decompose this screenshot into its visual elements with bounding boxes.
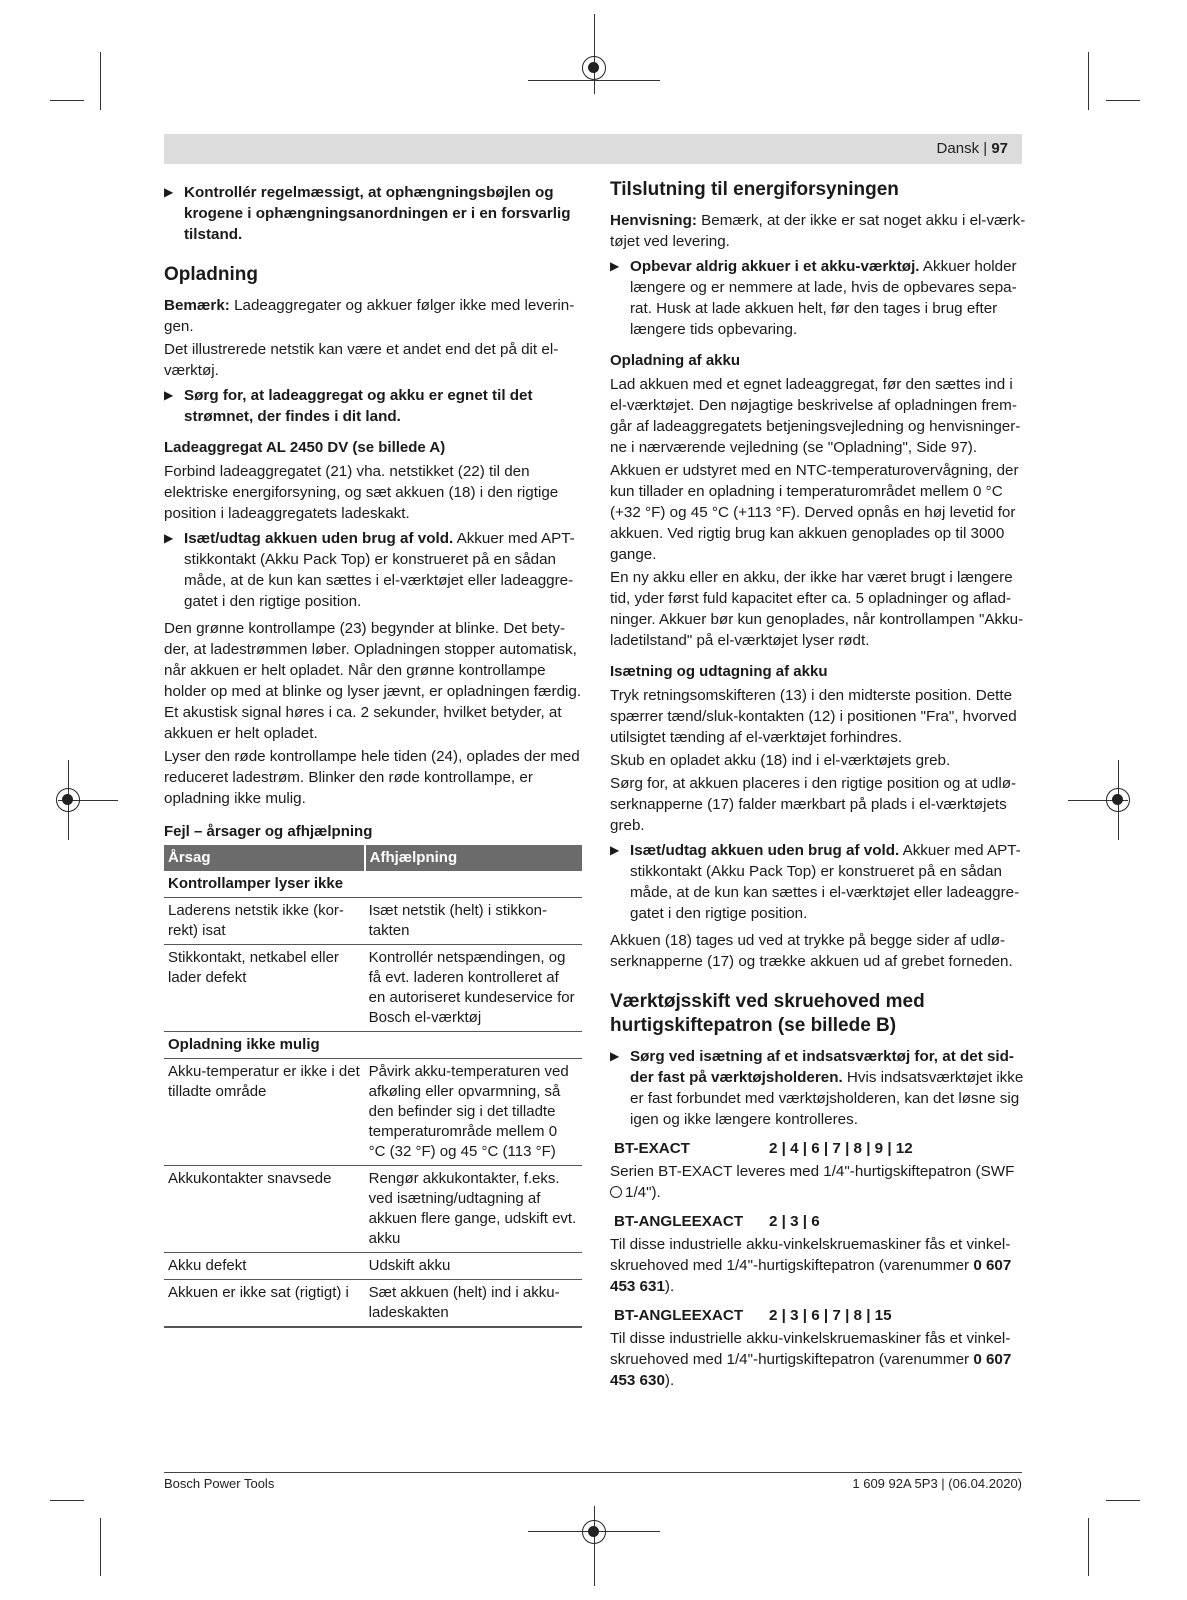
bullet-insert-battery: ▶ Isæt/udtag akkuen uden brug af vold. Akkuer med APT-stikkontakt (Akku Pack Top) er konstrueret på en sådan måde, at de kun kan sættes i el-værktøjet eller ladeaggregatet i den rigtige position.: [164, 528, 582, 612]
charge-paragraph-2: Akkuen er udstyret med en NTC-temperaturovervågning, der kun tillader en opladning i temperaturområdet mellem 0 °C (+32 °F) og 45 °C (+113 °F). Derved opnås en høj levetid for akkuen. Ved rigtig brug kan akkuen genoplades op til 3000 gange.: [610, 462, 1019, 563]
model-row: BT-ANGLEEXACT 2 | 3 | 6: [614, 1213, 820, 1230]
insert-paragraph-2: Skub en opladet akku (18) ind i el-værktøjets greb.: [610, 752, 951, 769]
table-row: Akkuen er ikke sat (rigtigt) i Sæt akkuen (helt) ind i akkuladeskakten: [164, 1280, 582, 1328]
crop-mark: [100, 52, 101, 110]
registration-mark-icon: [582, 56, 606, 80]
swf-ring-icon: [610, 1186, 622, 1198]
model-paragraph: Til disse industrielle akku-vinkelskruemaskiner fås et vinkelskruehoved med 1/4"-hurtigskiftepatron (varenummer 0 607 453 631).: [610, 1236, 1012, 1295]
heading-faults: Fejl – årsager og afhjælpning: [164, 823, 373, 840]
crop-mark: [1088, 52, 1089, 110]
table-row: Akku-temperatur er ikke i det tilladte område Påvirk akku-temperaturen ved afkøling eller opvarmning, så den befinder sig i det tilladte temperaturområde mellem 0 °C (32 °F) og 45 °C (113 °F): [164, 1059, 582, 1166]
registration-mark-icon: [56, 788, 80, 812]
red-lamp-paragraph: Lyser den røde kontrollampe hele tiden (24), oplades der med reduceret ladestrøm. Blinker den røde kontrollampe, er opladning ikke mulig.: [164, 748, 580, 807]
crop-mark: [100, 1518, 101, 1576]
crop-mark: [1106, 1500, 1140, 1501]
bullet-check-hooks: ▶ Kontrollér regelmæssigt, at ophængningsbøjlen og krogene i ophængningsanordningen er i en forsvarlig tilstand.: [164, 182, 582, 245]
model-paragraph: Til disse industrielle akku-vinkelskruemaskiner fås et vinkelskruehoved med 1/4"-hurtigskiftepatron (varenummer 0 607 453 630).: [610, 1330, 1012, 1389]
registration-mark-icon: [1106, 788, 1130, 812]
remove-paragraph: Akkuen (18) tages ud ved at trykke på begge sider af udløserknapperne (17) og trække akkuen ud af grebet forneden.: [610, 932, 1013, 970]
table-section-row: Kontrollamper lyser ikke: [164, 871, 582, 898]
charge-paragraph-3: En ny akku eller en akku, der ikke har været brugt i længere tid, yder først fuld kapacitet efter ca. 5 opladninger og afladninger. Akkuer bør kun genoplades, når kontrollampen "Akku-ladetilstand" på el-værktøjet lyser rødt.: [610, 569, 1024, 649]
bullet-store-battery: ▶ Opbevar aldrig akkuer i et akku-værktøj. Akkuer holder længere og er nemmere at lade, hvis de opbevares separat. Husk at lade akkuen helt, før den tages i brug efter længere tids opbevaring.: [610, 256, 1028, 340]
table-row: Akkukontakter snavsede Rengør akkukontakter, f.eks. ved isætning/udtagning af akkuen flere gange, udskift evt. akku: [164, 1166, 582, 1253]
charger-paragraph: Forbind ladeaggregatet (21) vha. netstikket (22) til den elektriske energiforsyning, og sæt akkuen (18) i den rigtige position i ladeaggregatets ladeskakt.: [164, 463, 559, 522]
page-header: Dansk | 97: [164, 134, 1022, 164]
table-row: Laderens netstik ikke (korrekt) isat Isæt netstik (helt) i stikkontakten: [164, 898, 582, 945]
charge-paragraph-1: Lad akkuen med et egnet ladeaggregat, før den sættes ind i el-værktøjet. Den nøjagtige beskrivelse af opladningen fremgår af ladeaggregatets betjeningsvejledning og henvisningerne i nærværende vejledning (se "Opladning", Side 97).: [610, 376, 1021, 456]
note-paragraph: Bemærk: Ladeaggregater og akkuer følger ikke med leveringen.: [164, 297, 575, 335]
crop-mark: [594, 14, 595, 94]
footer-divider: [164, 1472, 1022, 1473]
crop-mark: [1106, 100, 1140, 101]
header-language: Dansk: [936, 140, 980, 157]
table-header-row: [164, 845, 582, 871]
heading-tool-change: Værktøjsskift ved skruehoved med hurtigskiftepatron (se billede B): [610, 991, 925, 1036]
bullet-tool-secure: ▶ Sørg ved isætning af et indsatsværktøj for, at det sidder fast på værktøjsholderen. Hvis indsatsværktøjet ikke er fast forbundet med værktøjsholderen, kan det løsne sig igen og ikke længere kontrolleres.: [610, 1046, 1028, 1130]
col-header-cause: Årsag: [164, 845, 365, 871]
crop-mark: [50, 100, 84, 101]
heading-opladning: Opladning: [164, 264, 258, 285]
plug-paragraph: Det illustrerede netstik kan være et andet end det på dit elværktøj.: [164, 341, 559, 379]
insert-paragraph-1: Tryk retningsomskifteren (13) i den midterste position. Dette spærrer tænd/sluk-kontakten (12) i positionen "Fra", hvorved utilsigtet tænding af el-værktøjet forhindres.: [610, 687, 1017, 746]
page-number: 97: [991, 140, 1008, 157]
table-row: Stikkontakt, netkabel eller lader defekt Kontrollér netspændingen, og få evt. laderen kontrolleret af en autoriseret kundeservice for Bosch el-værktøj: [164, 945, 582, 1032]
footer-left: Bosch Power Tools: [164, 1476, 275, 1491]
crop-mark: [50, 1500, 84, 1501]
fault-table: [164, 845, 582, 1328]
heading-power-supply: Tilslutning til energiforsyningen: [610, 179, 899, 200]
model-paragraph: Serien BT-EXACT leveres med 1/4"-hurtigskiftepatron (SWF 1/4").: [610, 1163, 1015, 1201]
crop-mark: [594, 1506, 595, 1586]
table-section-row: Opladning ikke mulig: [164, 1032, 582, 1059]
crop-mark: [1088, 1518, 1089, 1576]
bullet-insert-battery: ▶ Isæt/udtag akkuen uden brug af vold. Akkuer med APT-stikkontakt (Akku Pack Top) er konstrueret på en sådan måde, at de kun kan sættes i el-værktøjet eller ladeaggregatet i den rigtige position.: [610, 840, 1028, 924]
registration-mark-icon: [582, 1520, 606, 1544]
table-row: Akku defekt Udskift akku: [164, 1253, 582, 1280]
right-column: [610, 178, 1028, 1393]
heading-charger: Ladeaggregat AL 2450 DV (se billede A): [164, 439, 446, 456]
model-row: BT-ANGLEEXACT 2 | 3 | 6 | 7 | 8 | 15: [614, 1307, 892, 1324]
bullet-mains: ▶ Sørg for, at ladeaggregat og akku er egnet til det strømnet, der findes i dit land.: [164, 385, 582, 427]
heading-charge-battery: Opladning af akku: [610, 352, 741, 369]
green-lamp-paragraph: Den grønne kontrollampe (23) begynder at blinke. Det betyder, at ladestrømmen løber. Opladningen stopper automatisk, når akkuen er helt opladet. Når den grønne kontrollampe holder op med at blinke og lyser jævnt, er opladningen færdig. Et akustisk signal høres i ca. 2 sekunder, hvilket betyder, at akkuen er helt opladet.: [164, 620, 582, 742]
left-column: [164, 178, 582, 1328]
model-row: BT-EXACT 2 | 4 | 6 | 7 | 8 | 9 | 12: [614, 1140, 913, 1157]
hint-paragraph: Henvisning: Bemærk, at der ikke er sat noget akku i el-værktøjet ved levering.: [610, 212, 1026, 250]
insert-paragraph-3: Sørg for, at akkuen placeres i den rigtige position og at udløserknapperne (17) falder mærkbart på plads i el-værktøjets greb.: [610, 775, 1017, 834]
heading-insert-battery: Isætning og udtagning af akku: [610, 663, 828, 680]
col-header-fix: Afhjælpning: [365, 845, 582, 871]
footer-right: 1 609 92A 5P3 | (06.04.2020): [852, 1476, 1022, 1491]
